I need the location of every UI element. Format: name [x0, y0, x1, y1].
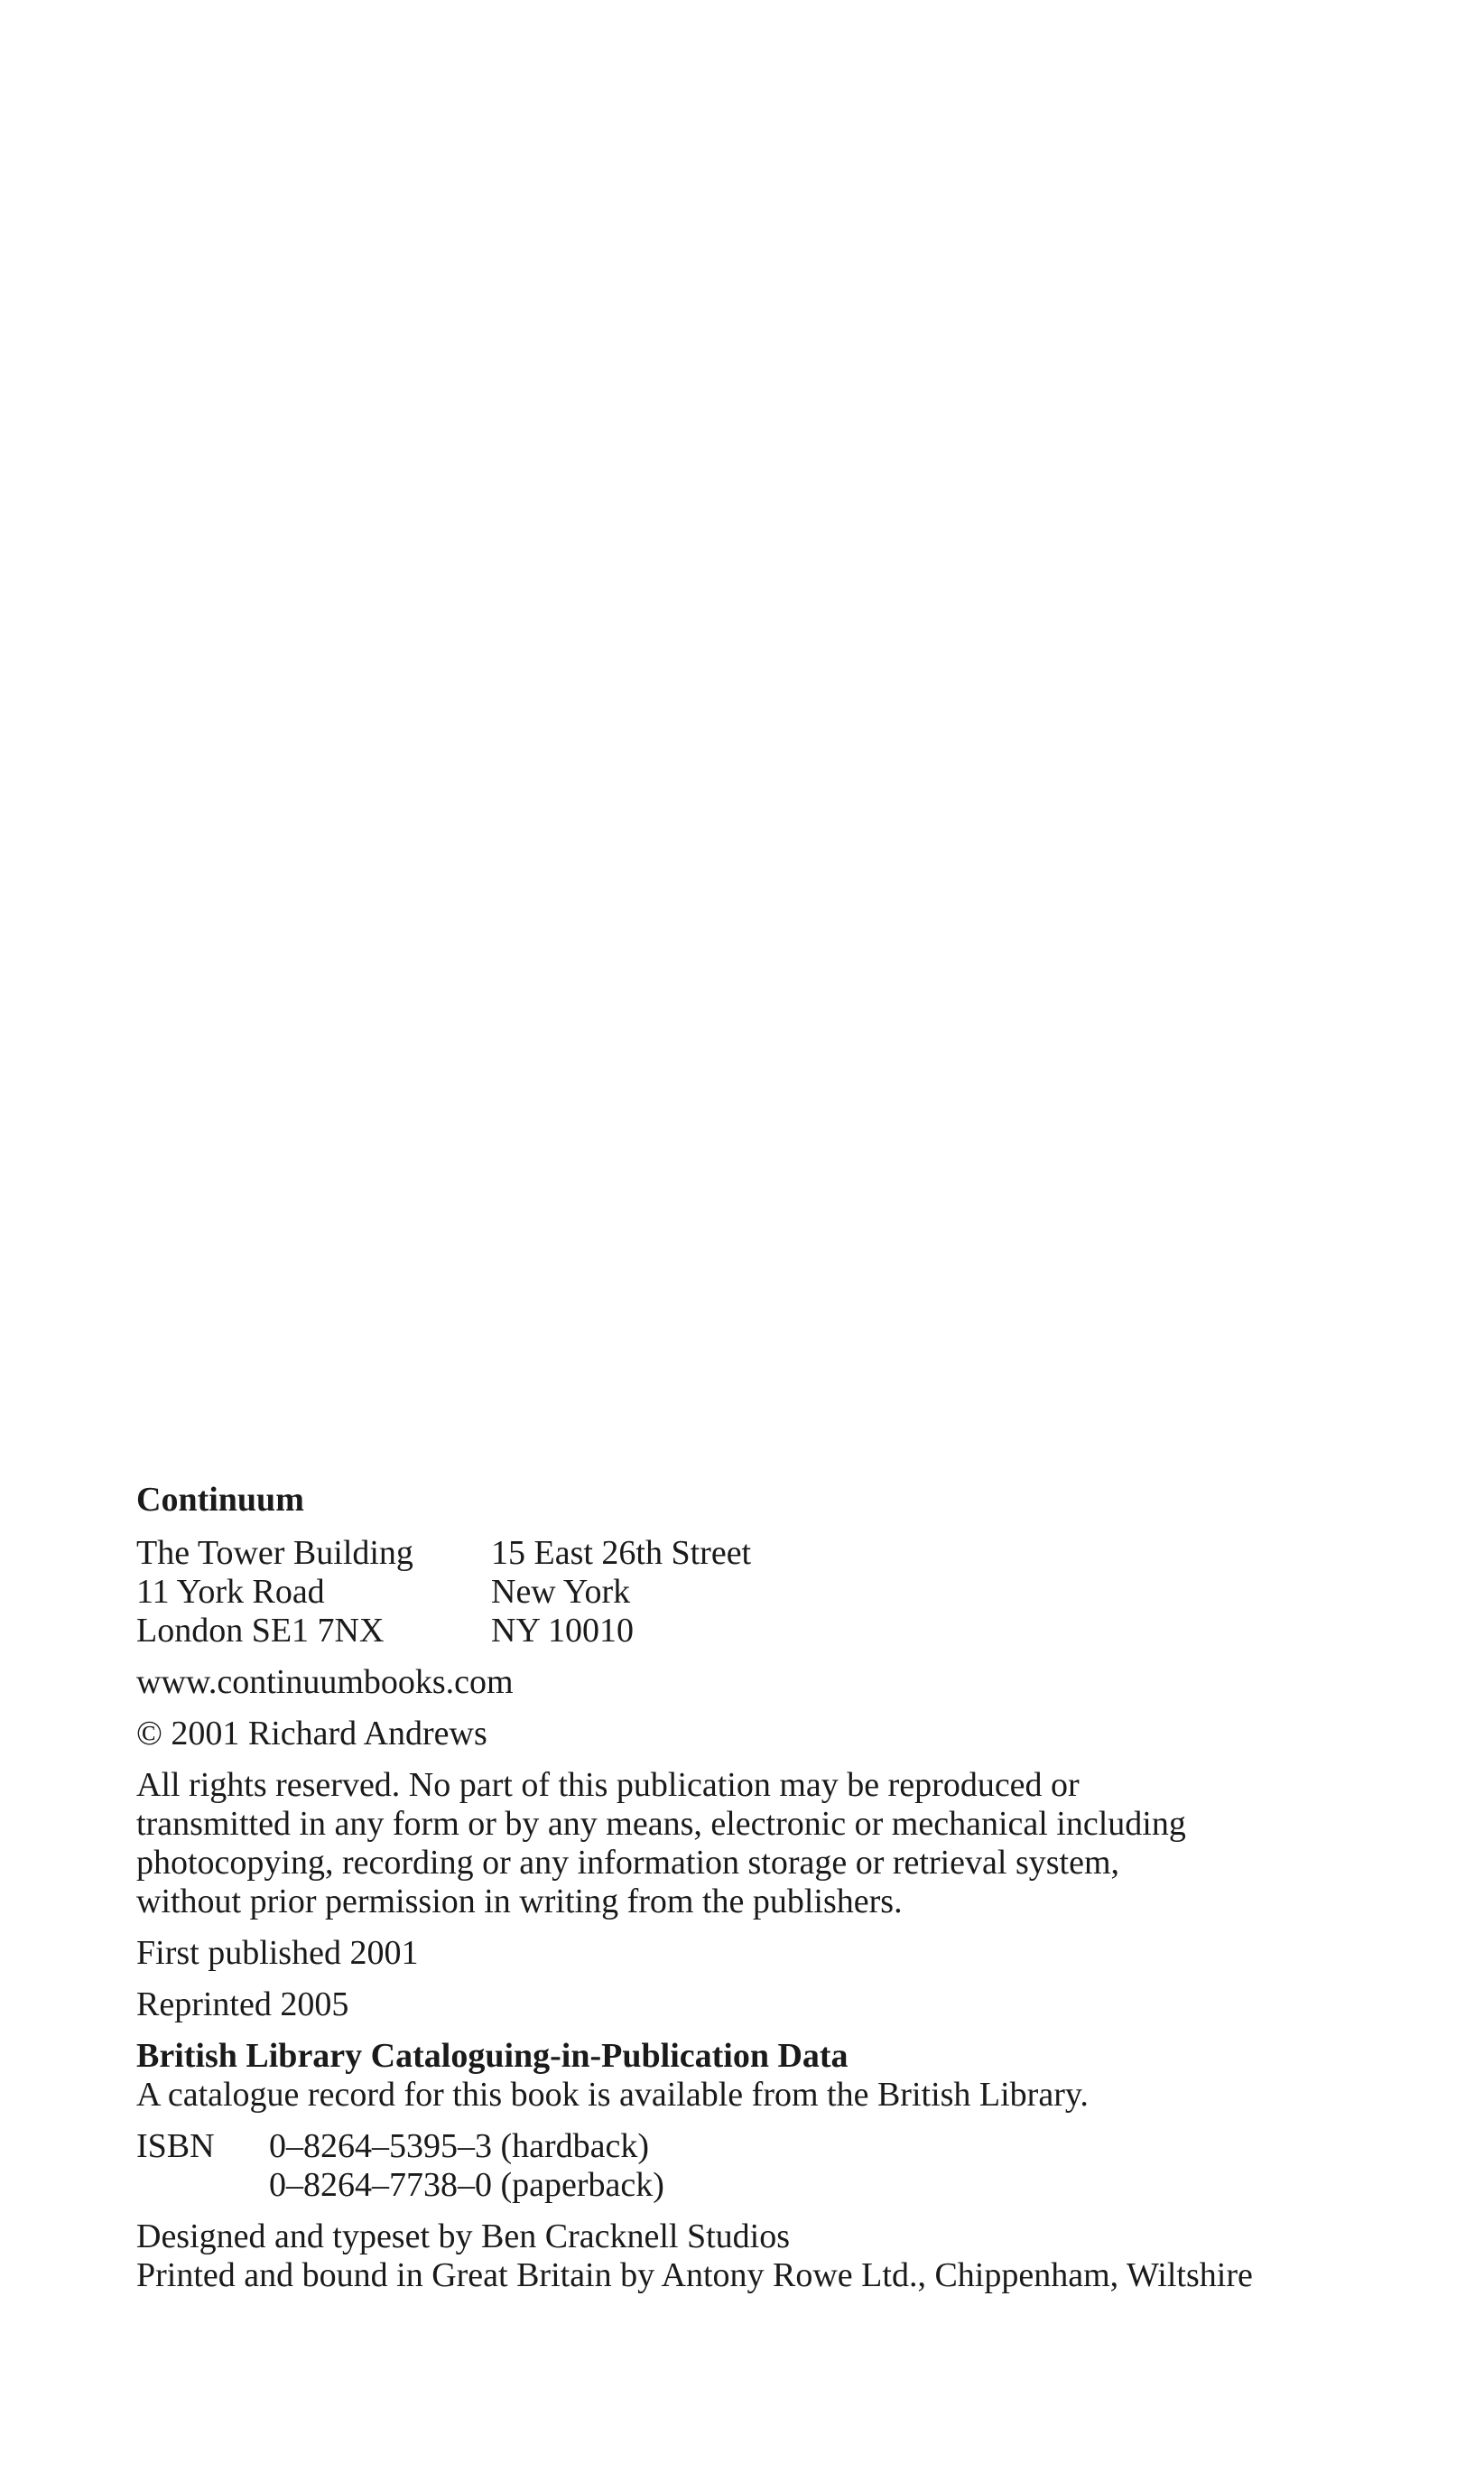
- address-line: The Tower Building: [136, 1534, 413, 1572]
- publisher-name: Continuum: [136, 1481, 304, 1519]
- publisher-addresses: [136, 1534, 1418, 1650]
- printing-credit: Printed and bound in Great Britain by Antony Rowe Ltd., Chippenham, Wiltshire: [136, 2256, 1253, 2294]
- address-london: [136, 1534, 491, 1650]
- isbn-hardback: 0–8264–5395–3 (hardback): [269, 2127, 650, 2165]
- rights-line: transmitted in any form or by any means, electronic or mechanical including: [136, 1805, 1186, 1843]
- publisher-website: www.continuumbooks.com: [136, 1663, 514, 1701]
- typesetting-credit: Designed and typeset by Ben Cracknell Studios: [136, 2217, 790, 2255]
- rights-statement: [136, 1766, 1418, 1921]
- address-line: NY 10010: [491, 1612, 634, 1650]
- cip-heading: British Library Cataloguing-in-Publication Data: [136, 2037, 849, 2075]
- isbn-paperback: 0–8264–7738–0 (paperback): [269, 2166, 664, 2204]
- address-line: 15 East 26th Street: [491, 1534, 752, 1572]
- address-line: New York: [491, 1573, 631, 1611]
- copyright-notice: © 2001 Richard Andrews: [136, 1715, 487, 1752]
- rights-line: without prior permission in writing from the publishers.: [136, 1883, 903, 1920]
- address-line: London SE1 7NX: [136, 1612, 385, 1650]
- address-new-york: [491, 1534, 751, 1650]
- rights-line: photocopying, recording or any information storage or retrieval system,: [136, 1844, 1120, 1882]
- isbn-section: [136, 2127, 1418, 2205]
- isbn-label: ISBN: [136, 2127, 215, 2165]
- imprint-block: [136, 1481, 1418, 2308]
- reprint-notice: Reprinted 2005: [136, 1985, 349, 2023]
- cip-section: [136, 2037, 1418, 2115]
- production-credits: [136, 2217, 1418, 2295]
- isbn-values: [269, 2127, 664, 2205]
- first-published: First published 2001: [136, 1934, 419, 1972]
- rights-line: All rights reserved. No part of this publication may be reproduced or: [136, 1766, 1080, 1804]
- cip-text: A catalogue record for this book is available from the British Library.: [136, 2076, 1089, 2114]
- address-line: 11 York Road: [136, 1573, 325, 1611]
